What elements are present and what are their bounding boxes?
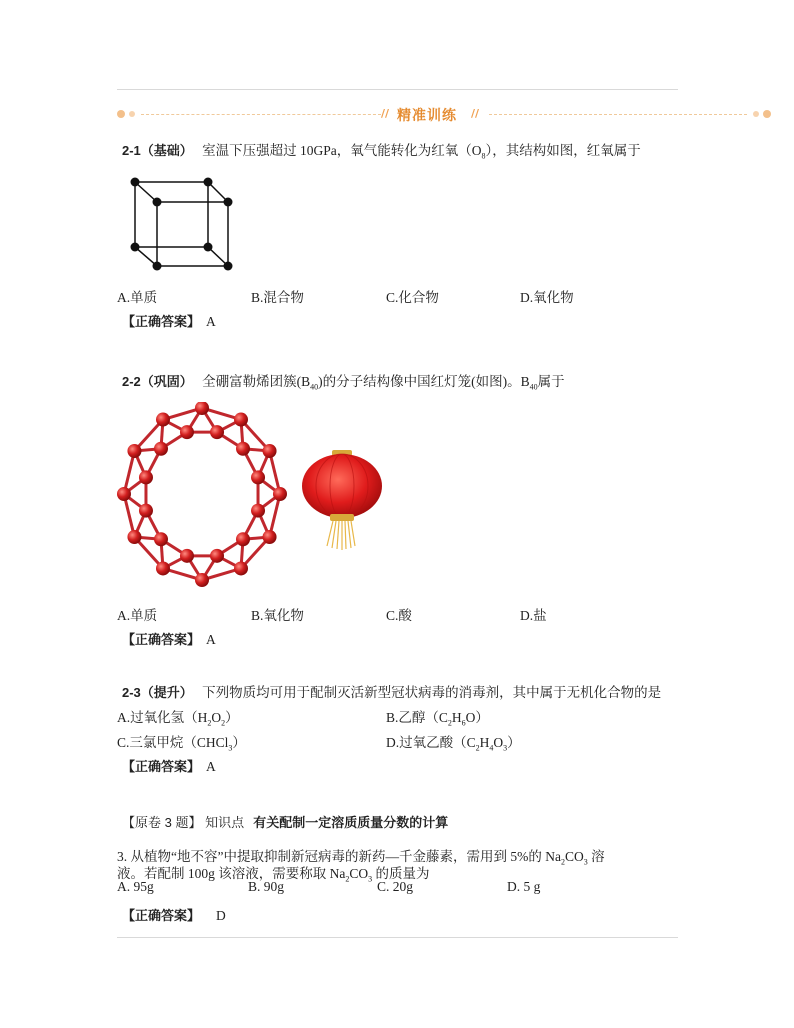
b40-bonds <box>124 408 280 580</box>
q3-label: 2-3（提升） <box>122 685 193 700</box>
lantern-body <box>302 454 382 518</box>
banner-dot-left <box>117 110 125 118</box>
b40-atom <box>156 413 170 427</box>
top-divider <box>117 89 678 90</box>
q1-stem: 2-1（基础） 室温下压强超过 10GPa，氧气能转化为红氧$(O_8)$，其结构如图，红氧属于 <box>122 143 641 161</box>
q3-option-c: C.三氯甲烷（CHCl$_3$） <box>117 735 246 753</box>
original-line-2: 液。若配制 100g 该溶液，需要称取 $Na_2CO_3$ 的质量为 <box>117 866 430 884</box>
q2-option-d: D.盐 <box>520 608 547 623</box>
q3-option-b: B.乙醇$(C_2H_6O)$ <box>386 710 489 728</box>
b40-atom <box>127 444 141 458</box>
b40-atom <box>210 549 224 563</box>
b40-atom <box>210 425 224 439</box>
section-banner <box>117 104 775 124</box>
q2-option-c: C.酸 <box>386 608 412 623</box>
banner-slash-right: // <box>471 107 480 120</box>
original-option-c: C. 20g <box>377 879 414 894</box>
q3-option-d: D.过氧乙酸$(C_2H_4O_3)$ <box>386 735 521 753</box>
b40-atom <box>156 561 170 575</box>
banner-dot-right <box>763 110 771 118</box>
b40-atom <box>263 530 277 544</box>
b40-atom <box>263 444 277 458</box>
q2-answer: 【正确答案】 A <box>122 632 216 647</box>
b40-atom <box>195 573 209 587</box>
b40-atoms <box>117 402 287 587</box>
bottom-divider <box>117 937 678 938</box>
red-lantern-figure <box>300 450 385 550</box>
banner-line-right <box>489 114 747 115</box>
original-answer: 【正确答案】 D <box>122 908 226 923</box>
b40-atom <box>236 442 250 456</box>
q3-option-a: A.过氧化氢$(H_2O_2)$ <box>117 710 239 728</box>
original-option-a: A. 95g <box>117 879 154 894</box>
b40-atom <box>154 442 168 456</box>
banner-title: 精准训练 <box>397 107 457 123</box>
lantern-base <box>330 514 354 521</box>
banner-dot-left-2 <box>129 111 135 117</box>
b40-molecule-figure <box>117 402 297 590</box>
q1-option-d: D.氧化物 <box>520 290 574 305</box>
q2-label: 2-2（巩固） <box>122 374 193 389</box>
q2-stem: 2-2（巩固） 全硼富勒烯团簇$(B_{40})$的分子结构像中国红灯笼(如图)。$B_{40}$属于 <box>122 374 565 392</box>
q1-option-c: C.化合物 <box>386 290 439 305</box>
original-option-b: B. 90g <box>248 879 285 894</box>
q1-label: 2-1（基础） <box>122 143 193 158</box>
q1-answer: 【正确答案】 A <box>122 314 216 329</box>
b40-atom <box>127 530 141 544</box>
q3-answer: 【正确答案】 A <box>122 759 216 774</box>
b40-atom <box>236 532 250 546</box>
b40-atom <box>180 549 194 563</box>
original-header: 【原卷 3 题】 知识点 有关配制一定溶质质量分数的计算 <box>122 815 449 830</box>
original-option-d: D. 5 g <box>507 879 541 894</box>
q1-option-b: B.混合物 <box>251 290 304 305</box>
b40-atom <box>234 561 248 575</box>
banner-slash-left: // <box>381 107 390 120</box>
banner-dot-right-2 <box>753 111 759 117</box>
original-topic: 有关配制一定溶质质量分数的计算 <box>253 815 449 830</box>
red-oxygen-cube-figure <box>128 175 238 275</box>
b40-atom <box>251 470 265 484</box>
original-line-1: 3. 从植物“地不容”中提取抑制新冠病毒的新药—千金藤素，需用到 5%的 $Na_2CO_3$ 溶 <box>117 849 605 867</box>
b40-atom <box>180 425 194 439</box>
b40-atom <box>251 504 265 518</box>
b40-atom <box>139 470 153 484</box>
b40-atom <box>234 413 248 427</box>
q2-option-b: B.氧化物 <box>251 608 304 623</box>
q1-option-a: A.单质 <box>117 290 158 305</box>
b40-atom <box>154 532 168 546</box>
q2-option-a: A.单质 <box>117 608 158 623</box>
b40-atom <box>273 487 287 501</box>
b40-atom <box>117 487 131 501</box>
banner-line-left <box>141 114 381 115</box>
b40-atom <box>139 504 153 518</box>
q3-stem: 2-3（提升） 下列物质均可用于配制灭活新型冠状病毒的消毒剂，其中属于无机化合物的是 <box>122 685 662 700</box>
